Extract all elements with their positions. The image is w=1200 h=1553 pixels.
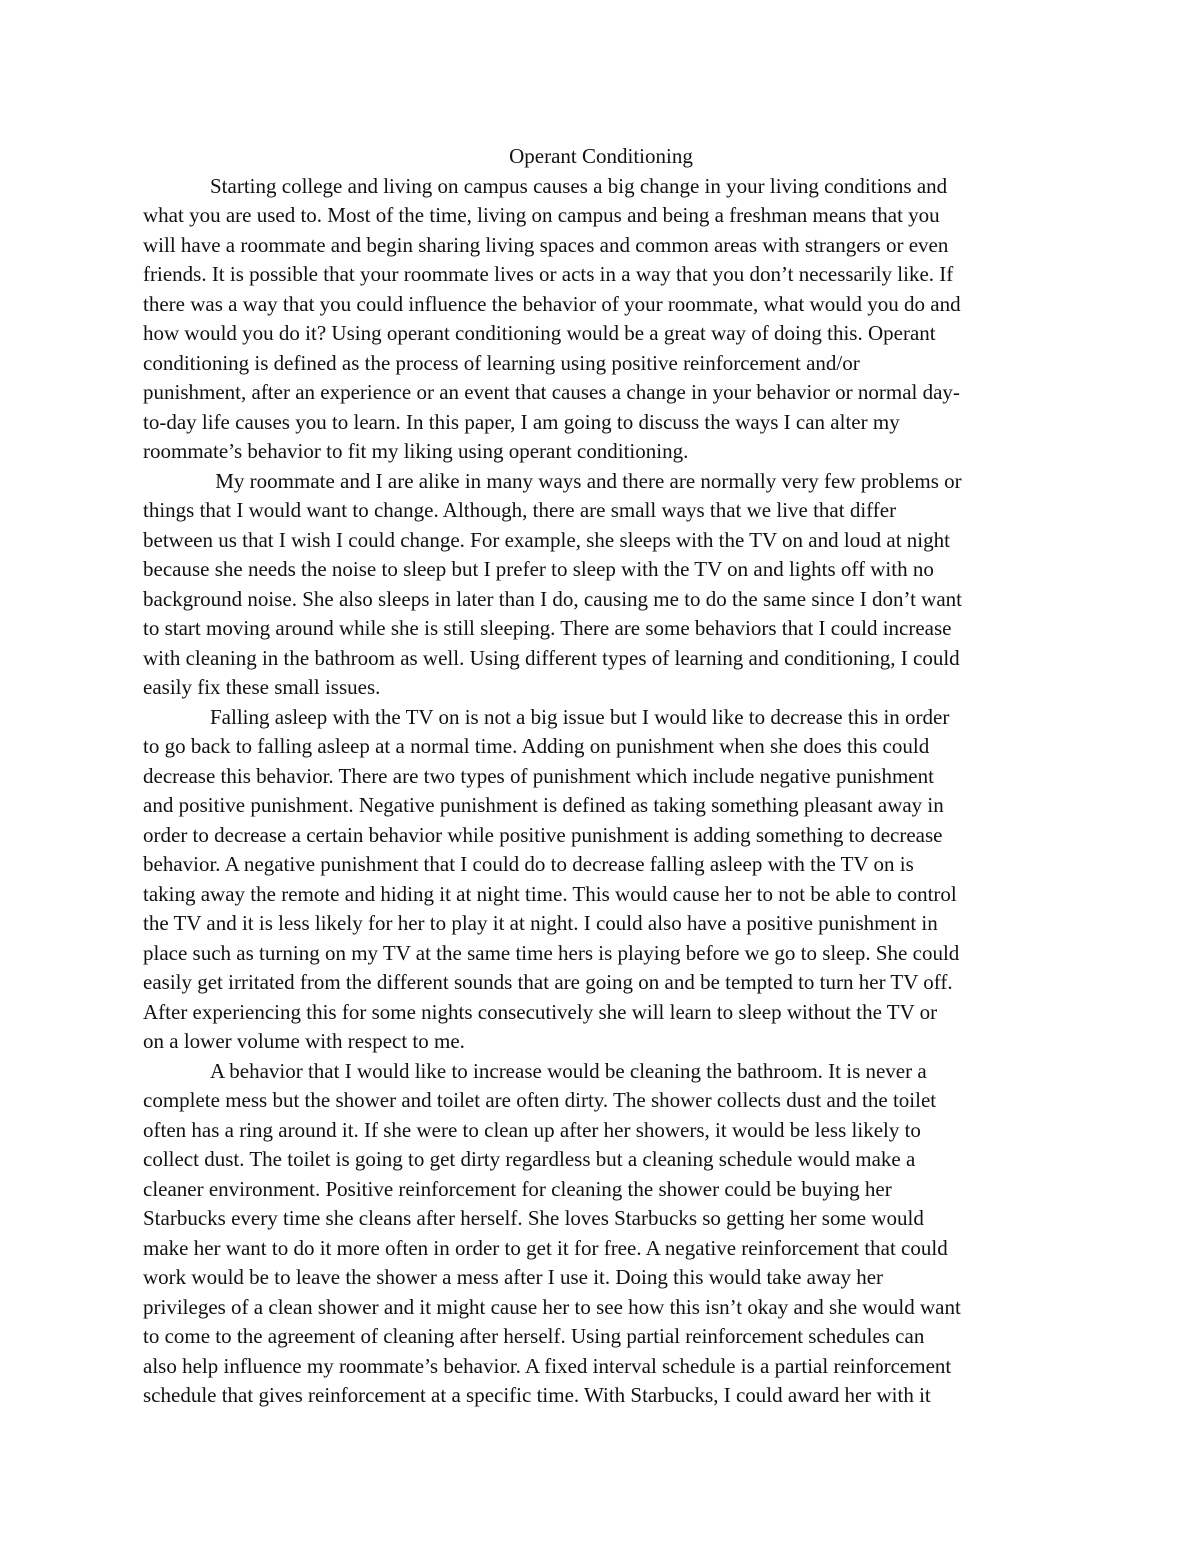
text-line: My roommate and I are alike in many ways and there are normally very few problems or xyxy=(210,468,962,493)
text-line: between us that I wish I could change. For example, she sleeps with the TV on and loud at night xyxy=(143,527,950,552)
text-line: how would you do it? Using operant conditioning would be a great way of doing this. Operant xyxy=(143,321,936,345)
text-line: Starting college and living on campus causes a big change in your living conditions and xyxy=(210,173,948,198)
document-body xyxy=(143,142,1059,1411)
text-line: cleaner environment. Positive reinforcement for cleaning the shower could be buying her xyxy=(143,1176,892,1201)
text-line: things that I would want to change. Although, there are small ways that we live that differ xyxy=(143,498,897,522)
text-line: often has a ring around it. If she were to clean up after her showers, it would be less likely to xyxy=(143,1117,921,1142)
text-line: background noise. She also sleeps in later than I do, causing me to do the same since I don’t want xyxy=(143,586,962,611)
text-line: behavior. A negative punishment that I could do to decrease falling asleep with the TV on is xyxy=(143,852,914,876)
text-line: what you are used to. Most of the time, living on campus and being a freshman means that you xyxy=(143,203,940,227)
text-line: decrease this behavior. There are two types of punishment which include negative punishment xyxy=(143,763,934,788)
text-line: conditioning is defined as the process of learning using positive reinforcement and/or xyxy=(143,350,860,375)
text-line: place such as turning on my TV at the same time hers is playing before we go to sleep. She could xyxy=(143,940,960,965)
text-line: will have a roommate and begin sharing living spaces and common areas with strangers or even xyxy=(143,232,949,257)
text-line: Starbucks every time she cleans after herself. She loves Starbucks so getting her some would xyxy=(143,1206,924,1230)
text-line: with cleaning in the bathroom as well. Using different types of learning and conditioning, I could xyxy=(143,645,960,670)
text-line: friends. It is possible that your roommate lives or acts in a way that you don’t necessarily like. If xyxy=(143,262,954,286)
text-line: schedule that gives reinforcement at a specific time. With Starbucks, I could award her with it xyxy=(143,1383,931,1407)
text-line: After experiencing this for some nights consecutively she will learn to sleep without the TV or xyxy=(143,999,938,1024)
paragraph-2 xyxy=(143,467,1059,703)
paragraph-3 xyxy=(143,703,1059,1057)
text-line: to start moving around while she is still sleeping. There are some behaviors that I could increase xyxy=(143,616,952,640)
text-line: collect dust. The toilet is going to get dirty regardless but a cleaning schedule would make a xyxy=(143,1147,916,1171)
text-line: on a lower volume with respect to me. xyxy=(143,1029,465,1053)
text-line: and positive punishment. Negative punishment is defined as taking something pleasant away in xyxy=(143,793,944,817)
document-title: Operant Conditioning xyxy=(509,144,693,168)
text-line: there was a way that you could influence the behavior of your roommate, what would you do and xyxy=(143,291,961,316)
text-line: because she needs the noise to sleep but I prefer to sleep with the TV on and lights off with no xyxy=(143,557,934,581)
text-line: the TV and it is less likely for her to play it at night. I could also have a positive punishment in xyxy=(143,911,938,935)
text-line: to-day life causes you to learn. In this paper, I am going to discuss the ways I can alter my xyxy=(143,409,900,434)
paragraph-1 xyxy=(143,172,1059,467)
text-line: to go back to falling asleep at a normal time. Adding on punishment when she does this could xyxy=(143,734,930,758)
text-line: punishment, after an experience or an event that causes a change in your behavior or normal day- xyxy=(143,380,960,404)
text-line: Falling asleep with the TV on is not a big issue but I would like to decrease this in order xyxy=(210,704,950,729)
text-line: privileges of a clean shower and it might cause her to see how this isn’t okay and she would want xyxy=(143,1294,961,1319)
text-line: make her want to do it more often in order to get it for free. A negative reinforcement that could xyxy=(143,1235,948,1260)
text-line: taking away the remote and hiding it at night time. This would cause her to not be able to control xyxy=(143,881,957,906)
text-line: easily get irritated from the different sounds that are going on and be tempted to turn her TV off. xyxy=(143,970,953,994)
text-line: roommate’s behavior to fit my liking using operant conditioning. xyxy=(143,439,689,463)
text-line: order to decrease a certain behavior while positive punishment is adding something to decrease xyxy=(143,822,943,847)
text-line: to come to the agreement of cleaning after herself. Using partial reinforcement schedules can xyxy=(143,1324,925,1348)
paragraph-4 xyxy=(143,1057,1059,1411)
text-line: easily fix these small issues. xyxy=(143,675,381,699)
text-line: A behavior that I would like to increase would be cleaning the bathroom. It is never a xyxy=(210,1058,927,1083)
text-line: work would be to leave the shower a mess after I use it. Doing this would take away her xyxy=(143,1265,884,1289)
text-line: complete mess but the shower and toilet are often dirty. The shower collects dust and the toilet xyxy=(143,1088,937,1112)
text-line: also help influence my roommate’s behavior. A fixed interval schedule is a partial reinforcement xyxy=(143,1353,952,1378)
